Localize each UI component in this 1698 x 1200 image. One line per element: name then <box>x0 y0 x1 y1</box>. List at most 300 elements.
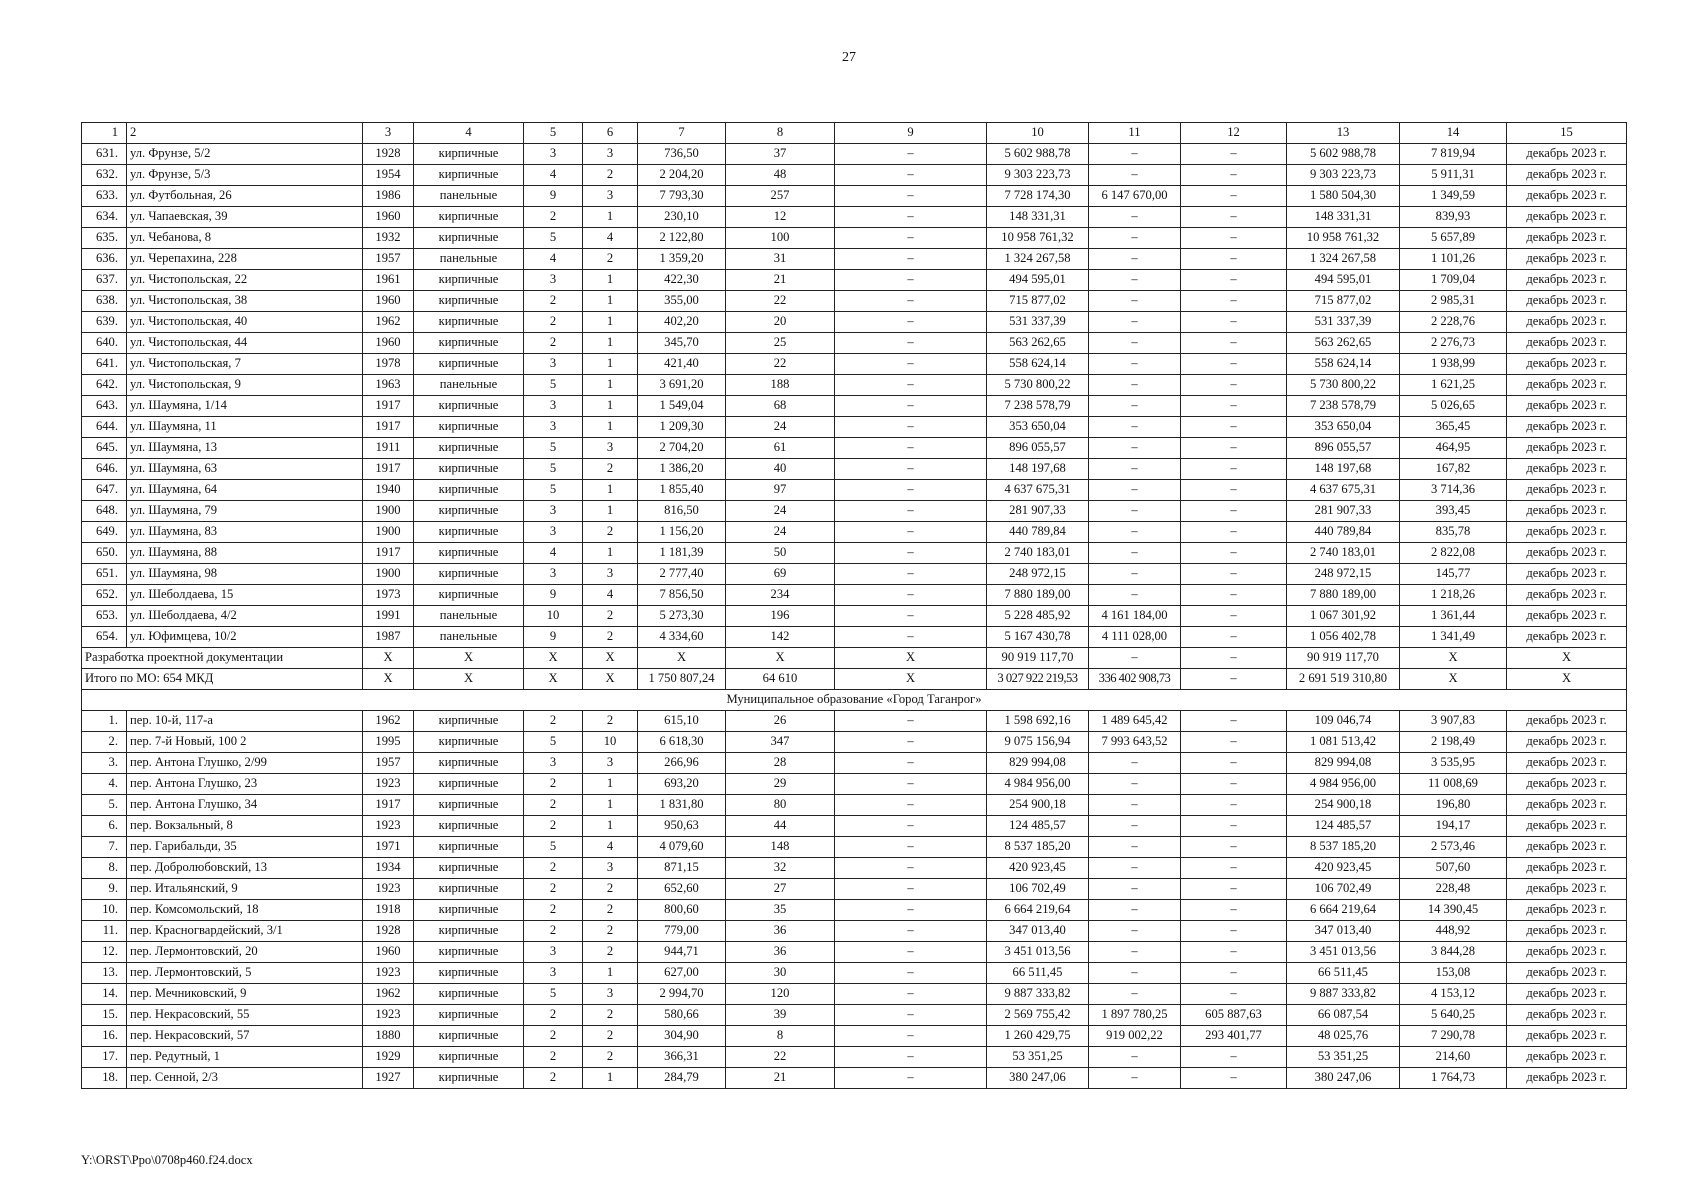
cell-col-9: – <box>835 480 987 501</box>
cell-col-15: декабрь 2023 г. <box>1507 1005 1627 1026</box>
cell-col-13: 3 451 013,56 <box>1287 942 1400 963</box>
cell-col-8: 97 <box>726 480 835 501</box>
table-row <box>82 627 1627 648</box>
cell-col-12: – <box>1181 963 1287 984</box>
cell-col-15: декабрь 2023 г. <box>1507 375 1627 396</box>
cell-col-1: 13. <box>82 963 127 984</box>
cell-col-3: 3 <box>363 123 414 144</box>
cell-col-8: 69 <box>726 564 835 585</box>
cell-col-5: 5 <box>524 837 583 858</box>
cell-col-6: 3 <box>583 438 638 459</box>
cell-col-8: 8 <box>726 123 835 144</box>
cell-col-11: – <box>1089 207 1181 228</box>
total-row <box>82 669 1627 690</box>
cell-col-1: 652. <box>82 585 127 606</box>
cell-col-6: 3 <box>583 984 638 1005</box>
cell-col-6: 10 <box>583 732 638 753</box>
cell-col-14: 5 026,65 <box>1400 396 1507 417</box>
cell-col-10: 66 511,45 <box>987 963 1089 984</box>
cell-col-4: панельные <box>414 186 524 207</box>
cell-col-6: 1 <box>583 270 638 291</box>
cell-col-14: 153,08 <box>1400 963 1507 984</box>
cell-col-14: 464,95 <box>1400 438 1507 459</box>
cell-col-3: 1960 <box>363 207 414 228</box>
cell-col-10: 124 485,57 <box>987 816 1089 837</box>
cell-col-7: 1 549,04 <box>638 396 726 417</box>
cell-col-7: 266,96 <box>638 753 726 774</box>
cell-col-8: 40 <box>726 459 835 480</box>
cell-col-3: 1918 <box>363 900 414 921</box>
cell-col-11: – <box>1089 879 1181 900</box>
cell-col-13: 1 580 504,30 <box>1287 186 1400 207</box>
cell-col-2: ул. Чапаевская, 39 <box>127 207 363 228</box>
cell-col-12: – <box>1181 228 1287 249</box>
cell-col-7: 693,20 <box>638 774 726 795</box>
cell-col-1: 3. <box>82 753 127 774</box>
cell-col-8: 36 <box>726 942 835 963</box>
cell-col-9: – <box>835 816 987 837</box>
cell-col-6: 1 <box>583 354 638 375</box>
cell-col-14: 214,60 <box>1400 1047 1507 1068</box>
cell-col-6: 3 <box>583 858 638 879</box>
cell-col-11: – <box>1089 1047 1181 1068</box>
cell-col-6: 1 <box>583 207 638 228</box>
cell-col-2: ул. Чистопольская, 9 <box>127 375 363 396</box>
cell-col-14: 1 349,59 <box>1400 186 1507 207</box>
cell-col-5: 5 <box>524 984 583 1005</box>
cell-col-11: 4 161 184,00 <box>1089 606 1181 627</box>
cell-col-11: 7 993 643,52 <box>1089 732 1181 753</box>
cell-col-6: 3 <box>583 564 638 585</box>
cell-col-14: 448,92 <box>1400 921 1507 942</box>
cell-col-9: – <box>835 900 987 921</box>
cell-col-4: кирпичные <box>414 396 524 417</box>
cell-col-8: 48 <box>726 165 835 186</box>
cell-col-12: – <box>1181 417 1287 438</box>
cell-col-11: – <box>1089 816 1181 837</box>
cell: X <box>1507 648 1627 669</box>
cell-col-8: 196 <box>726 606 835 627</box>
cell-col-4: кирпичные <box>414 774 524 795</box>
cell-col-14: 5 911,31 <box>1400 165 1507 186</box>
cell-col-13: 4 637 675,31 <box>1287 480 1400 501</box>
cell-col-2: ул. Шаумяна, 79 <box>127 501 363 522</box>
cell-col-11: – <box>1089 522 1181 543</box>
cell-col-1: 2. <box>82 732 127 753</box>
cell-col-5: 5 <box>524 123 583 144</box>
cell-col-6: 3 <box>583 186 638 207</box>
cell-col-10: 353 650,04 <box>987 417 1089 438</box>
cell-col-14: 839,93 <box>1400 207 1507 228</box>
cell: X <box>583 669 638 690</box>
cell-col-9: – <box>835 375 987 396</box>
cell-col-1: 15. <box>82 1005 127 1026</box>
cell-col-13: 2 740 183,01 <box>1287 543 1400 564</box>
cell-col-9: – <box>835 942 987 963</box>
cell-col-4: панельные <box>414 249 524 270</box>
cell-col-12: – <box>1181 774 1287 795</box>
table-row <box>82 501 1627 522</box>
cell-col-2: пер. Итальянский, 9 <box>127 879 363 900</box>
cell-col-6: 1 <box>583 312 638 333</box>
cell-col-9: – <box>835 1026 987 1047</box>
cell-col-2: ул. Футбольная, 26 <box>127 186 363 207</box>
cell-col-7: 421,40 <box>638 354 726 375</box>
cell-col-12: – <box>1181 354 1287 375</box>
cell-col-10: 420 923,45 <box>987 858 1089 879</box>
table-row <box>82 438 1627 459</box>
table-row <box>82 522 1627 543</box>
cell-col-12: – <box>1181 753 1287 774</box>
cell-col-1: 632. <box>82 165 127 186</box>
cell-col-2: ул. Чистопольская, 7 <box>127 354 363 375</box>
cell: 64 610 <box>726 669 835 690</box>
cell-col-8: 27 <box>726 879 835 900</box>
cell-col-2: пер. Мечниковский, 9 <box>127 984 363 1005</box>
cell-col-13: 563 262,65 <box>1287 333 1400 354</box>
cell-col-10: 5 228 485,92 <box>987 606 1089 627</box>
cell-col-2: ул. Шеболдаева, 15 <box>127 585 363 606</box>
cell-col-2: пер. Добролюбовский, 13 <box>127 858 363 879</box>
cell-col-9: – <box>835 585 987 606</box>
cell-col-1: 646. <box>82 459 127 480</box>
cell-col-6: 2 <box>583 1005 638 1026</box>
cell-col-4: панельные <box>414 375 524 396</box>
cell-col-14: 14 <box>1400 123 1507 144</box>
cell-col-12: – <box>1181 480 1287 501</box>
cell-col-12: – <box>1181 291 1287 312</box>
cell-col-6: 1 <box>583 1068 638 1089</box>
cell-col-13: 1 056 402,78 <box>1287 627 1400 648</box>
cell-col-2: ул. Шаумяна, 13 <box>127 438 363 459</box>
cell-col-14: 507,60 <box>1400 858 1507 879</box>
table-row <box>82 543 1627 564</box>
cell-col-1: 8. <box>82 858 127 879</box>
cell-col-7: 2 122,80 <box>638 228 726 249</box>
cell-col-15: декабрь 2023 г. <box>1507 753 1627 774</box>
cell-col-15: декабрь 2023 г. <box>1507 270 1627 291</box>
cell-col-2: ул. Юфимцева, 10/2 <box>127 627 363 648</box>
cell-col-7: 779,00 <box>638 921 726 942</box>
cell-col-9: – <box>835 186 987 207</box>
cell-col-13: 531 337,39 <box>1287 312 1400 333</box>
cell-col-15: декабрь 2023 г. <box>1507 291 1627 312</box>
table-row <box>82 207 1627 228</box>
cell-col-10: 148 331,31 <box>987 207 1089 228</box>
cell: X <box>1400 648 1507 669</box>
cell-col-12: – <box>1181 543 1287 564</box>
cell-col-10: 896 055,57 <box>987 438 1089 459</box>
cell-col-11: – <box>1089 354 1181 375</box>
cell-col-7: 800,60 <box>638 900 726 921</box>
cell: X <box>524 648 583 669</box>
cell-col-14: 14 390,45 <box>1400 900 1507 921</box>
cell-col-6: 4 <box>583 228 638 249</box>
cell: 3 027 922 219,53 <box>987 669 1089 690</box>
cell-col-11: – <box>1089 585 1181 606</box>
cell-col-10: 9 075 156,94 <box>987 732 1089 753</box>
cell-col-10: 106 702,49 <box>987 879 1089 900</box>
cell-col-13: 9 887 333,82 <box>1287 984 1400 1005</box>
cell-col-12: – <box>1181 606 1287 627</box>
cell-col-15: декабрь 2023 г. <box>1507 627 1627 648</box>
cell-col-3: 1917 <box>363 543 414 564</box>
cell-col-9: – <box>835 354 987 375</box>
cell-col-9: – <box>835 837 987 858</box>
cell-col-5: 5 <box>524 732 583 753</box>
cell-col-3: 1995 <box>363 732 414 753</box>
cell-col-2: ул. Шеболдаева, 4/2 <box>127 606 363 627</box>
cell-col-9: – <box>835 291 987 312</box>
cell-col-1: 17. <box>82 1047 127 1068</box>
cell-col-12: – <box>1181 459 1287 480</box>
cell-col-1: 18. <box>82 1068 127 1089</box>
cell-col-11: – <box>1089 963 1181 984</box>
cell-col-7: 736,50 <box>638 144 726 165</box>
table-row <box>82 732 1627 753</box>
cell-col-13: 5 602 988,78 <box>1287 144 1400 165</box>
cell-col-4: кирпичные <box>414 480 524 501</box>
cell-col-4: кирпичные <box>414 312 524 333</box>
cell-col-14: 2 198,49 <box>1400 732 1507 753</box>
cell: 90 919 117,70 <box>987 648 1089 669</box>
cell-col-9: 9 <box>835 123 987 144</box>
cell-col-12: 293 401,77 <box>1181 1026 1287 1047</box>
cell-col-2: ул. Чистопольская, 22 <box>127 270 363 291</box>
cell-col-2: ул. Шаумяна, 98 <box>127 564 363 585</box>
cell-col-2: пер. Редутный, 1 <box>127 1047 363 1068</box>
cell-col-15: декабрь 2023 г. <box>1507 501 1627 522</box>
cell-col-7: 1 181,39 <box>638 543 726 564</box>
cell-col-8: 8 <box>726 1026 835 1047</box>
cell-col-2: пер. Вокзальный, 8 <box>127 816 363 837</box>
section-row <box>82 690 1627 711</box>
cell-col-15: декабрь 2023 г. <box>1507 879 1627 900</box>
cell: 2 691 519 310,80 <box>1287 669 1400 690</box>
cell-col-5: 5 <box>524 228 583 249</box>
cell-col-1: 654. <box>82 627 127 648</box>
cell-col-1: 644. <box>82 417 127 438</box>
cell-col-3: 1987 <box>363 627 414 648</box>
section-title: Муниципальное образование «Город Таганрог» <box>82 690 1627 711</box>
table-row <box>82 774 1627 795</box>
cell-col-12: – <box>1181 837 1287 858</box>
table-row <box>82 1026 1627 1047</box>
cell-col-1: 7. <box>82 837 127 858</box>
cell-col-2: ул. Шаумяна, 11 <box>127 417 363 438</box>
cell-col-15: 15 <box>1507 123 1627 144</box>
cell-col-7: 2 204,20 <box>638 165 726 186</box>
cell-col-11: 1 489 645,42 <box>1089 711 1181 732</box>
cell-col-3: 1963 <box>363 375 414 396</box>
cell-col-10: 1 324 267,58 <box>987 249 1089 270</box>
cell-col-12: – <box>1181 921 1287 942</box>
cell-col-5: 2 <box>524 333 583 354</box>
cell-col-5: 2 <box>524 921 583 942</box>
cell-col-1: 635. <box>82 228 127 249</box>
cell-col-8: 142 <box>726 627 835 648</box>
cell-col-8: 30 <box>726 963 835 984</box>
cell-col-5: 4 <box>524 249 583 270</box>
cell-col-2: пер. Гарибальди, 35 <box>127 837 363 858</box>
cell-col-4: кирпичные <box>414 942 524 963</box>
cell-col-8: 20 <box>726 312 835 333</box>
cell-col-6: 2 <box>583 249 638 270</box>
cell-col-10: 531 337,39 <box>987 312 1089 333</box>
cell-col-7: 304,90 <box>638 1026 726 1047</box>
cell-col-15: декабрь 2023 г. <box>1507 564 1627 585</box>
cell-col-9: – <box>835 249 987 270</box>
cell-col-9: – <box>835 522 987 543</box>
cell-col-8: 32 <box>726 858 835 879</box>
cell-col-2: 2 <box>127 123 363 144</box>
cell-col-5: 3 <box>524 417 583 438</box>
table-row <box>82 606 1627 627</box>
cell-col-4: панельные <box>414 606 524 627</box>
cell-col-3: 1923 <box>363 963 414 984</box>
cell-col-5: 4 <box>524 165 583 186</box>
cell-col-11: – <box>1089 900 1181 921</box>
cell-col-10: 4 984 956,00 <box>987 774 1089 795</box>
cell-col-4: кирпичные <box>414 291 524 312</box>
cell-col-9: – <box>835 333 987 354</box>
cell-col-4: кирпичные <box>414 879 524 900</box>
cell-col-9: – <box>835 1068 987 1089</box>
cell-col-13: 1 324 267,58 <box>1287 249 1400 270</box>
cell-col-5: 2 <box>524 291 583 312</box>
cell-col-2: ул. Чистопольская, 38 <box>127 291 363 312</box>
cell-col-12: – <box>1181 501 1287 522</box>
cell-col-6: 2 <box>583 1047 638 1068</box>
cell-col-4: кирпичные <box>414 1005 524 1026</box>
cell-col-13: 109 046,74 <box>1287 711 1400 732</box>
cell-col-15: декабрь 2023 г. <box>1507 1026 1627 1047</box>
cell-col-3: 1900 <box>363 564 414 585</box>
cell: X <box>363 669 414 690</box>
cell-col-12: 605 887,63 <box>1181 1005 1287 1026</box>
cell-col-7: 1 209,30 <box>638 417 726 438</box>
cell-col-3: 1957 <box>363 753 414 774</box>
cell-col-4: кирпичные <box>414 900 524 921</box>
cell-col-9: – <box>835 921 987 942</box>
cell-col-1: 1 <box>82 123 127 144</box>
cell-col-9: – <box>835 165 987 186</box>
table-row <box>82 396 1627 417</box>
cell-col-5: 3 <box>524 354 583 375</box>
cell-col-2: пер. Антона Глушко, 34 <box>127 795 363 816</box>
cell-col-1: 16. <box>82 1026 127 1047</box>
cell-col-8: 22 <box>726 354 835 375</box>
cell-col-4: кирпичные <box>414 564 524 585</box>
cell-col-12: – <box>1181 984 1287 1005</box>
cell-col-10: 829 994,08 <box>987 753 1089 774</box>
cell-col-11: – <box>1089 312 1181 333</box>
cell-col-7: 7 856,50 <box>638 585 726 606</box>
cell-col-4: панельные <box>414 627 524 648</box>
cell-col-11: 4 111 028,00 <box>1089 627 1181 648</box>
cell-col-12: – <box>1181 165 1287 186</box>
cell-col-10: 7 238 578,79 <box>987 396 1089 417</box>
cell-col-8: 257 <box>726 186 835 207</box>
cell-col-9: – <box>835 312 987 333</box>
cell-col-2: пер. Лермонтовский, 20 <box>127 942 363 963</box>
cell-col-14: 2 228,76 <box>1400 312 1507 333</box>
table-body-b <box>82 711 1627 1089</box>
table-row <box>82 564 1627 585</box>
cell-col-7: 366,31 <box>638 1047 726 1068</box>
cell-col-14: 11 008,69 <box>1400 774 1507 795</box>
cell-col-5: 2 <box>524 816 583 837</box>
cell-col-9: – <box>835 879 987 900</box>
cell-col-6: 6 <box>583 123 638 144</box>
cell-col-10: 1 260 429,75 <box>987 1026 1089 1047</box>
cell-col-13: 829 994,08 <box>1287 753 1400 774</box>
cell-col-5: 2 <box>524 1026 583 1047</box>
cell-col-2: ул. Чистопольская, 40 <box>127 312 363 333</box>
cell-col-2: ул. Шаумяна, 63 <box>127 459 363 480</box>
cell-col-14: 7 819,94 <box>1400 144 1507 165</box>
cell-col-15: декабрь 2023 г. <box>1507 144 1627 165</box>
cell-col-7: 6 618,30 <box>638 732 726 753</box>
cell-col-10: 6 664 219,64 <box>987 900 1089 921</box>
cell-col-4: кирпичные <box>414 207 524 228</box>
cell-col-9: – <box>835 228 987 249</box>
cell: – <box>1089 648 1181 669</box>
cell-col-2: ул. Шаумяна, 83 <box>127 522 363 543</box>
table-row <box>82 816 1627 837</box>
cell-col-13: 66 511,45 <box>1287 963 1400 984</box>
cell-col-12: – <box>1181 585 1287 606</box>
cell-col-7: 816,50 <box>638 501 726 522</box>
cell-col-14: 194,17 <box>1400 816 1507 837</box>
cell-col-1: 9. <box>82 879 127 900</box>
cell-col-10: 2 569 755,42 <box>987 1005 1089 1026</box>
cell-col-10: 281 907,33 <box>987 501 1089 522</box>
cell-col-12: – <box>1181 942 1287 963</box>
cell-col-12: – <box>1181 858 1287 879</box>
cell-col-7: 652,60 <box>638 879 726 900</box>
cell-col-3: 1962 <box>363 312 414 333</box>
cell-col-3: 1960 <box>363 291 414 312</box>
cell: 90 919 117,70 <box>1287 648 1400 669</box>
design-row-label: Разработка проектной документации <box>82 648 363 669</box>
cell-col-2: пер. Некрасовский, 57 <box>127 1026 363 1047</box>
cell-col-11: – <box>1089 837 1181 858</box>
cell-col-7: 7 <box>638 123 726 144</box>
cell-col-4: кирпичные <box>414 438 524 459</box>
cell-col-13: 254 900,18 <box>1287 795 1400 816</box>
cell-col-9: – <box>835 501 987 522</box>
cell-col-3: 1880 <box>363 1026 414 1047</box>
cell-col-15: декабрь 2023 г. <box>1507 417 1627 438</box>
cell-col-9: – <box>835 984 987 1005</box>
cell-col-3: 1962 <box>363 984 414 1005</box>
cell-col-13: 5 730 800,22 <box>1287 375 1400 396</box>
cell-col-1: 636. <box>82 249 127 270</box>
cell-col-7: 1 855,40 <box>638 480 726 501</box>
cell-col-5: 9 <box>524 627 583 648</box>
cell-col-1: 6. <box>82 816 127 837</box>
cell-col-9: – <box>835 858 987 879</box>
cell-col-4: кирпичные <box>414 522 524 543</box>
cell-col-8: 28 <box>726 753 835 774</box>
cell-col-6: 3 <box>583 144 638 165</box>
cell-col-11: – <box>1089 501 1181 522</box>
cell-col-1: 643. <box>82 396 127 417</box>
cell-col-14: 1 938,99 <box>1400 354 1507 375</box>
cell-col-12: – <box>1181 396 1287 417</box>
cell-col-15: декабрь 2023 г. <box>1507 606 1627 627</box>
